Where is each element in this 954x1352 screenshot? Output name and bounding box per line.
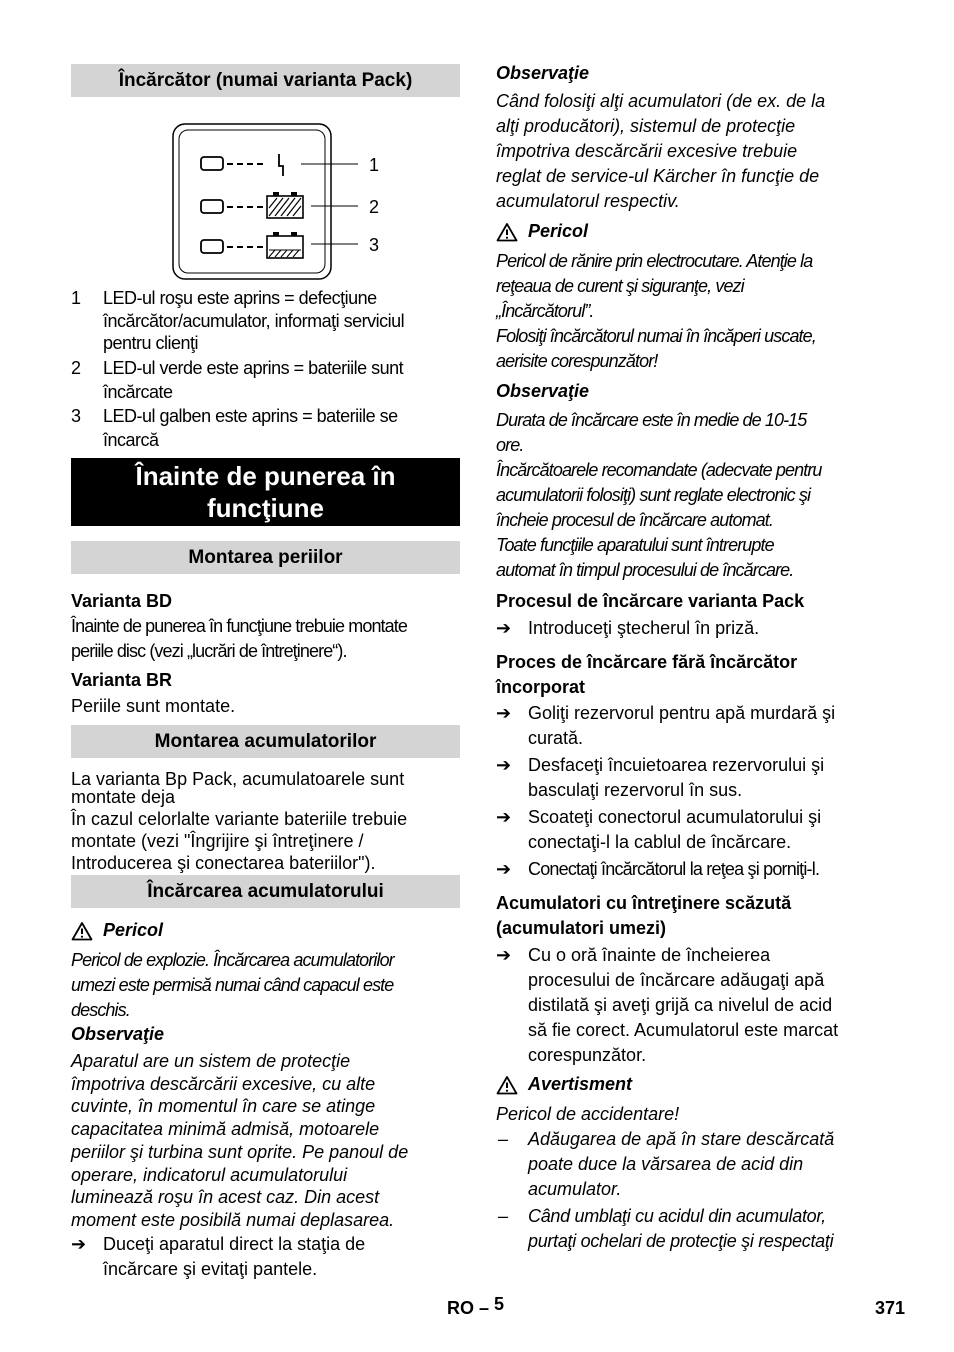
arrow-icon: ➔ (496, 755, 512, 775)
charger-header: Încărcător (numai varianta Pack) (71, 64, 460, 97)
pack-title: Procesul de încărcare varianta Pack (496, 591, 805, 611)
variant-bd-title: Varianta BD (71, 591, 173, 611)
warning-triangle-icon (496, 1075, 518, 1095)
note2-label: Observaţie (496, 381, 590, 401)
page-number: 371 (875, 1298, 906, 1318)
callout-1: 1 (369, 155, 380, 175)
warning-label: Avertisment (496, 1072, 632, 1097)
danger-label: Pericol (71, 918, 163, 943)
warning-intro: Pericol de accidentare! (496, 1104, 680, 1124)
footer-lang: RO – 5 (447, 1294, 505, 1318)
callout-3: 3 (369, 235, 380, 255)
arrow-icon: ➔ (496, 859, 512, 879)
low-maint-title: Acumulatori cu întreţinere scăzută (acumulatori umezi) (496, 893, 792, 938)
batteries-text: La varianta Bp Pack, acumulatoarele sunt montate deja În cazul celorlalte variante bateriile trebuie montate (vezi "Îngrijire şi întreţinere / Introducerea şi conectarea bateriilor"). (71, 769, 408, 873)
variant-bd-text: Înainte de punerea în funcţiune trebuie montate periile disc (vezi „lucrări de întreţinere“). (71, 616, 407, 661)
brushes-header: Montarea periilor (71, 541, 460, 574)
danger-label: Pericol (496, 219, 588, 244)
note1-text: Când folosiţi alţi acumulatori (de ex. de la alţi producători), sistemul de protecţie împotriva descărcării excesive trebuie reglat de service-ul Kärcher în funcţie de acumulatorul respectiv. (496, 91, 826, 211)
charging-header: Încărcarea acumulatorului (71, 875, 460, 908)
callout-2: 2 (369, 197, 380, 217)
no-charger-title: Proces de încărcare fără încărcător încorporat (496, 652, 798, 697)
arrow-icon: ➔ (496, 807, 512, 827)
note-text: Aparatul are un sistem de protecţie împotriva descărcării excesive, cu alte cuvinte, în momentul în care se atinge capacitatea minimă admisă, motoarele periilor şi turbina sunt oprite. Pe panoul de operare, indicatorul acumulatorului luminează roşu în acest caz. Din acest moment este posibilă numai deplasarea. (71, 1051, 409, 1230)
arrow-icon: ➔ (496, 703, 512, 723)
batteries-header: Montarea acumulatorilor (71, 725, 460, 758)
variant-br-text: Periile sunt montate. (71, 696, 236, 716)
arrow-icon: ➔ (71, 1234, 87, 1254)
variant-br-title: Varianta BR (71, 670, 173, 690)
danger-text: Pericol de rănire prin electrocutare. Atenţie la reţeaua de curent şi siguranţe, vezi „Încărcătorul”. Folosiţi încărcătorul numai în încăperi uscate, aerisite corespunzător! (496, 251, 816, 371)
danger-text: Pericol de explozie. Încărcarea acumulatorilor umezi este permisă numai când capacul este deschis. (71, 950, 394, 1020)
warning-triangle-icon (71, 921, 93, 941)
warning-triangle-icon (496, 222, 518, 242)
arrow-icon: ➔ (496, 618, 512, 638)
arrow-icon: ➔ (496, 945, 512, 965)
section-title: Înainte de punerea în funcţiune (71, 458, 460, 526)
charger-led-diagram (171, 122, 401, 282)
note2-text: Durata de încărcare este în medie de 10-15 ore. Încărcătoarele recomandate (adecvate pentru acumulatorii folosiţi) sunt reglate electronic şi încheie procesul de încărcare automat. Toate funcţiile aparatului sunt întrerupte automat în timpul procesului de încărcare. (496, 410, 822, 580)
note-label: Observaţie (71, 1024, 165, 1044)
note1-label: Observaţie (496, 63, 590, 83)
